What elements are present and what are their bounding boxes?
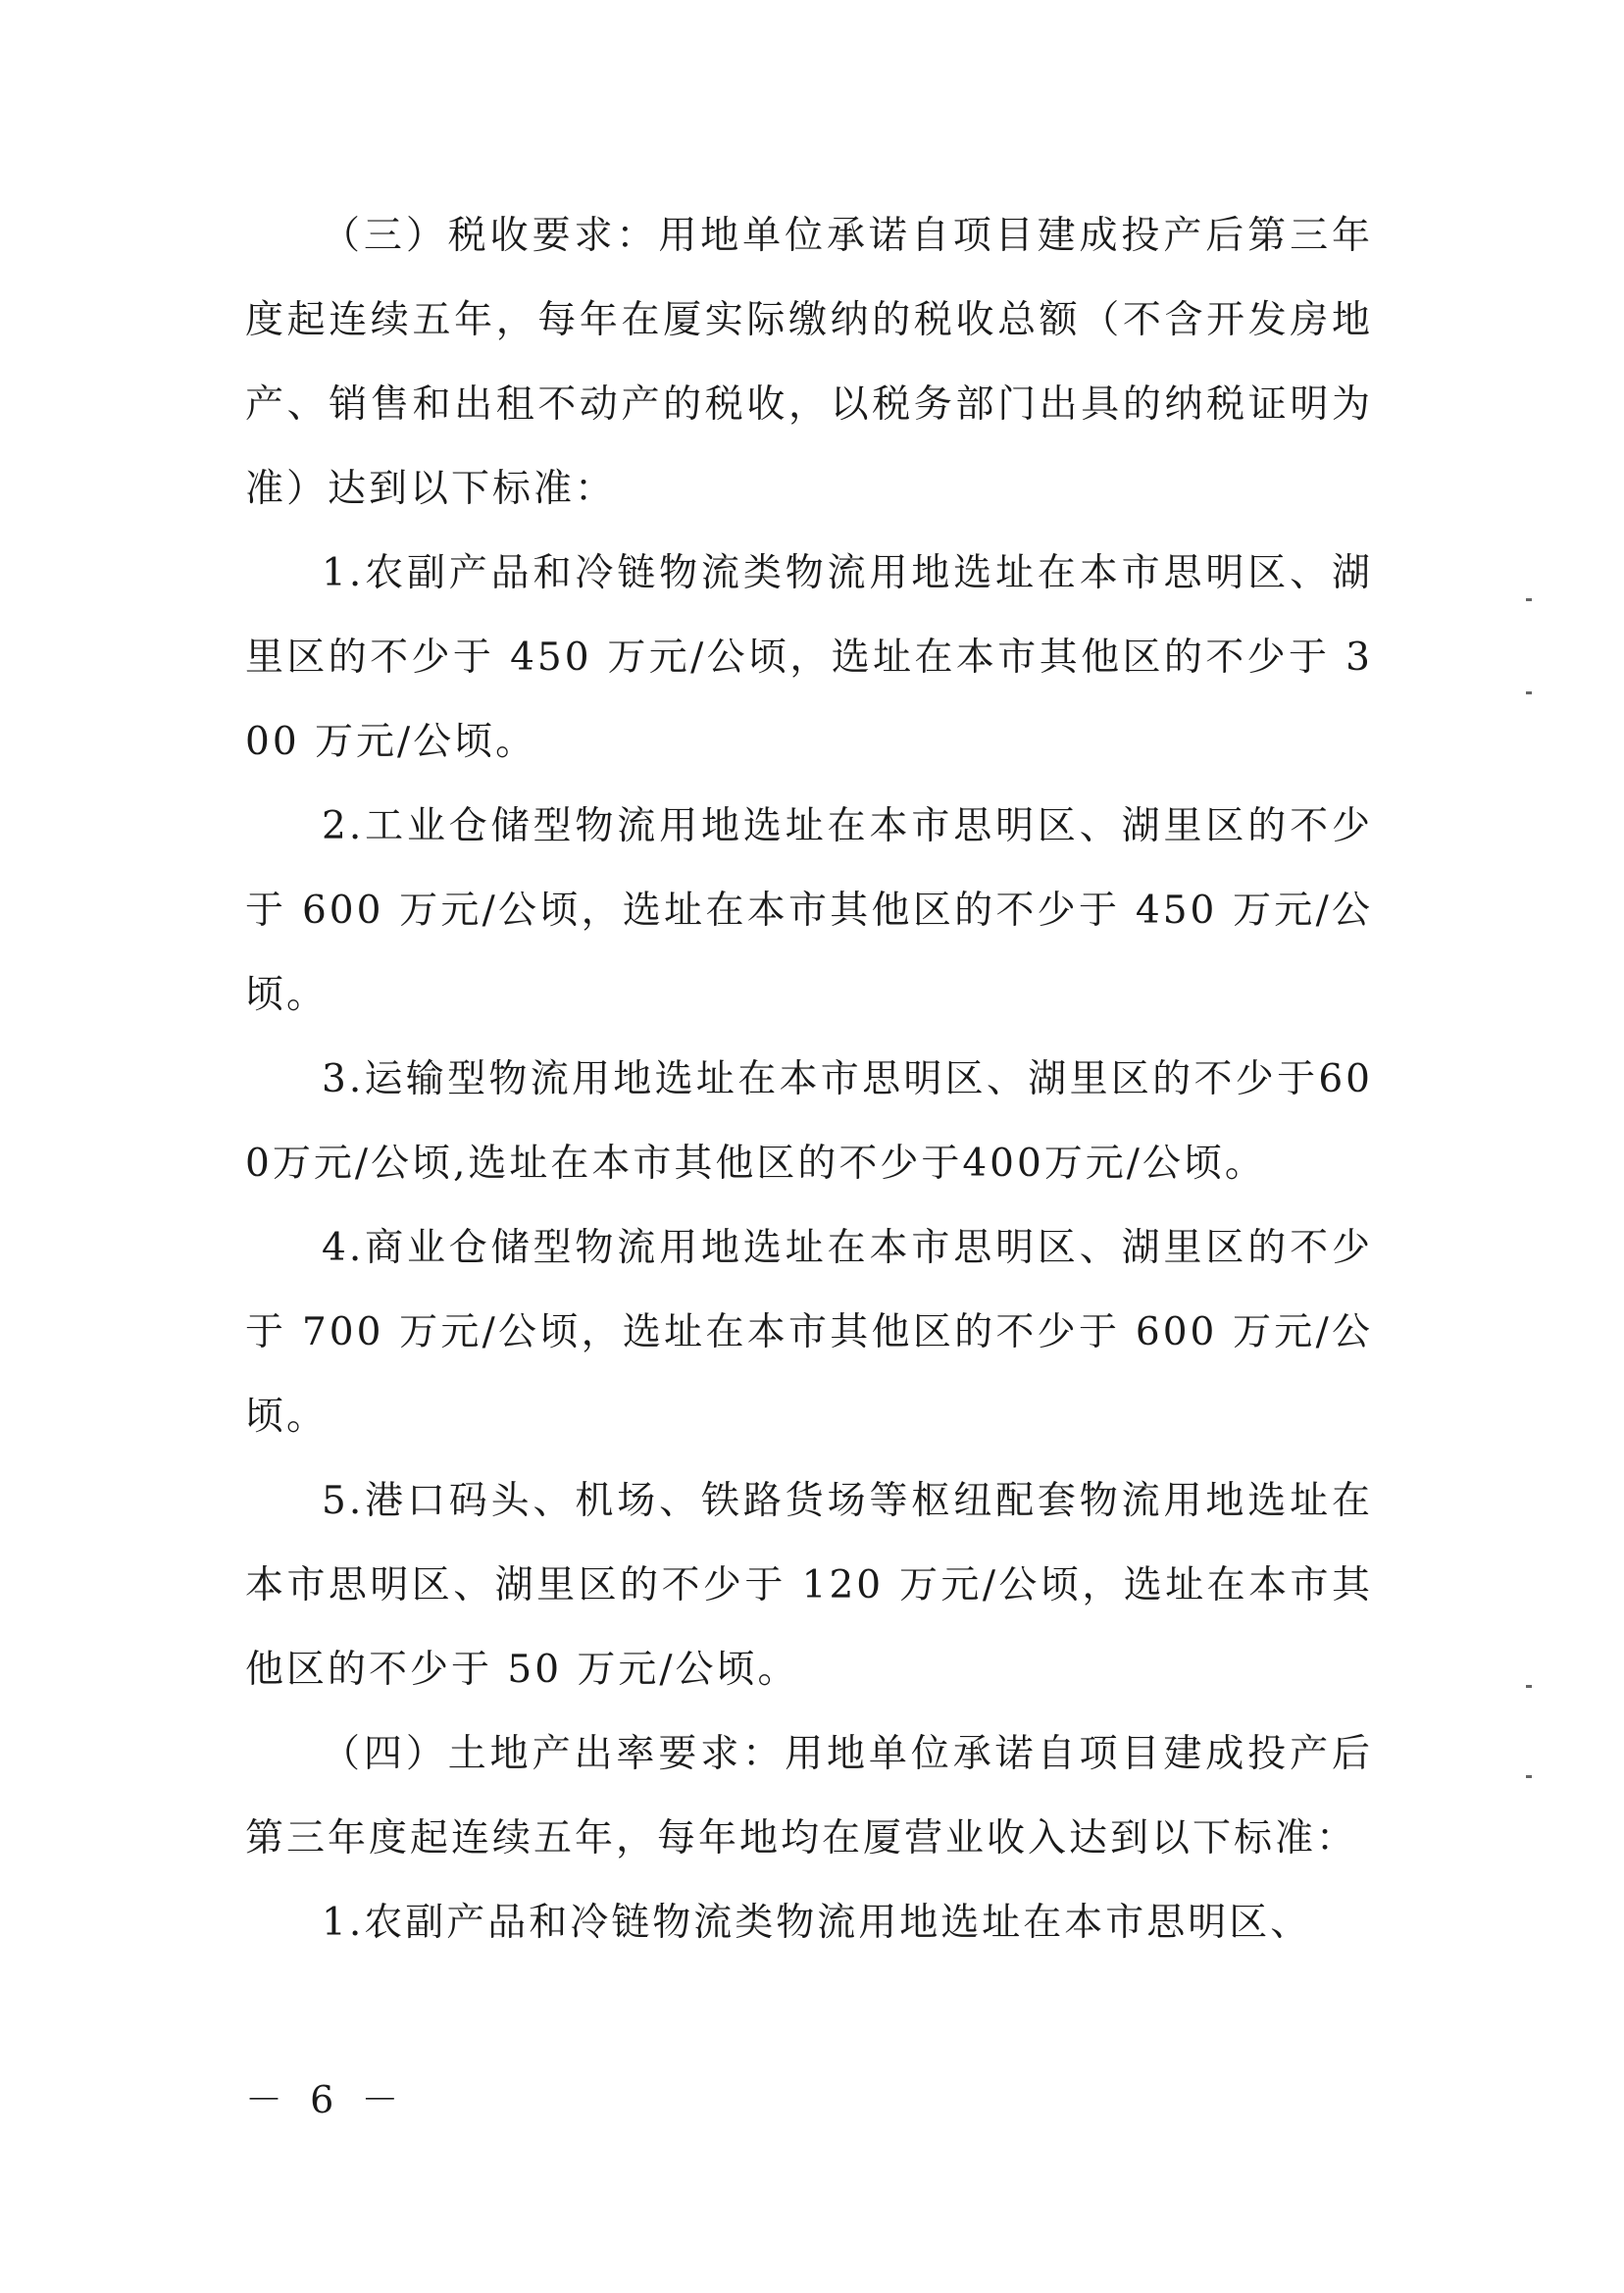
paragraph-tax-item-2: 2.工业仓储型物流用地选址在本市思明区、湖里区的不少于 600 万元/公顷，选址在本市其他区的不少于 450 万元/公顷。 (245, 804, 1373, 1017)
scan-mark (1526, 1775, 1532, 1778)
paragraph-output-item-1: 1.农副产品和冷链物流类物流用地选址在本市思明区、 (322, 1901, 1312, 1945)
scan-mark (1526, 598, 1532, 601)
paragraph-tax-requirement: （三）税收要求：用地单位承诺自项目建成投产后第三年度起连续五年，每年在厦实际缴纳的税收总额（不含开发房地产、销售和出租不动产的税收，以税务部门出具的纳税证明为准）达到以下标准： (245, 214, 1373, 511)
page-number: － 6 － (245, 2078, 407, 2121)
scan-mark (1526, 691, 1532, 694)
paragraph-output-requirement: （四）土地产出率要求：用地单位承诺自项目建成投产后第三年度起连续五年，每年地均在厦营业收入达到以下标准： (245, 1732, 1373, 1860)
paragraph-tax-item-4: 4.商业仓储型物流用地选址在本市思明区、湖里区的不少于 700 万元/公顷，选址在本市其他区的不少于 600 万元/公顷。 (245, 1226, 1373, 1439)
scan-mark (1526, 1685, 1532, 1688)
body-text (245, 194, 1373, 1965)
paragraph-tax-item-5: 5.港口码头、机场、铁路货场等枢纽配套物流用地选址在本市思明区、湖里区的不少于 120 万元/公顷，选址在本市其他区的不少于 50 万元/公顷。 (245, 1479, 1373, 1692)
paragraph-tax-item-1: 1.农副产品和冷链物流类物流用地选址在本市思明区、湖里区的不少于 450 万元/公顷，选址在本市其他区的不少于 300 万元/公顷。 (245, 551, 1373, 764)
paragraph-tax-item-3: 3.运输型物流用地选址在本市思明区、湖里区的不少于600万元/公顷,选址在本市其他区的不少于400万元/公顷。 (245, 1057, 1373, 1186)
